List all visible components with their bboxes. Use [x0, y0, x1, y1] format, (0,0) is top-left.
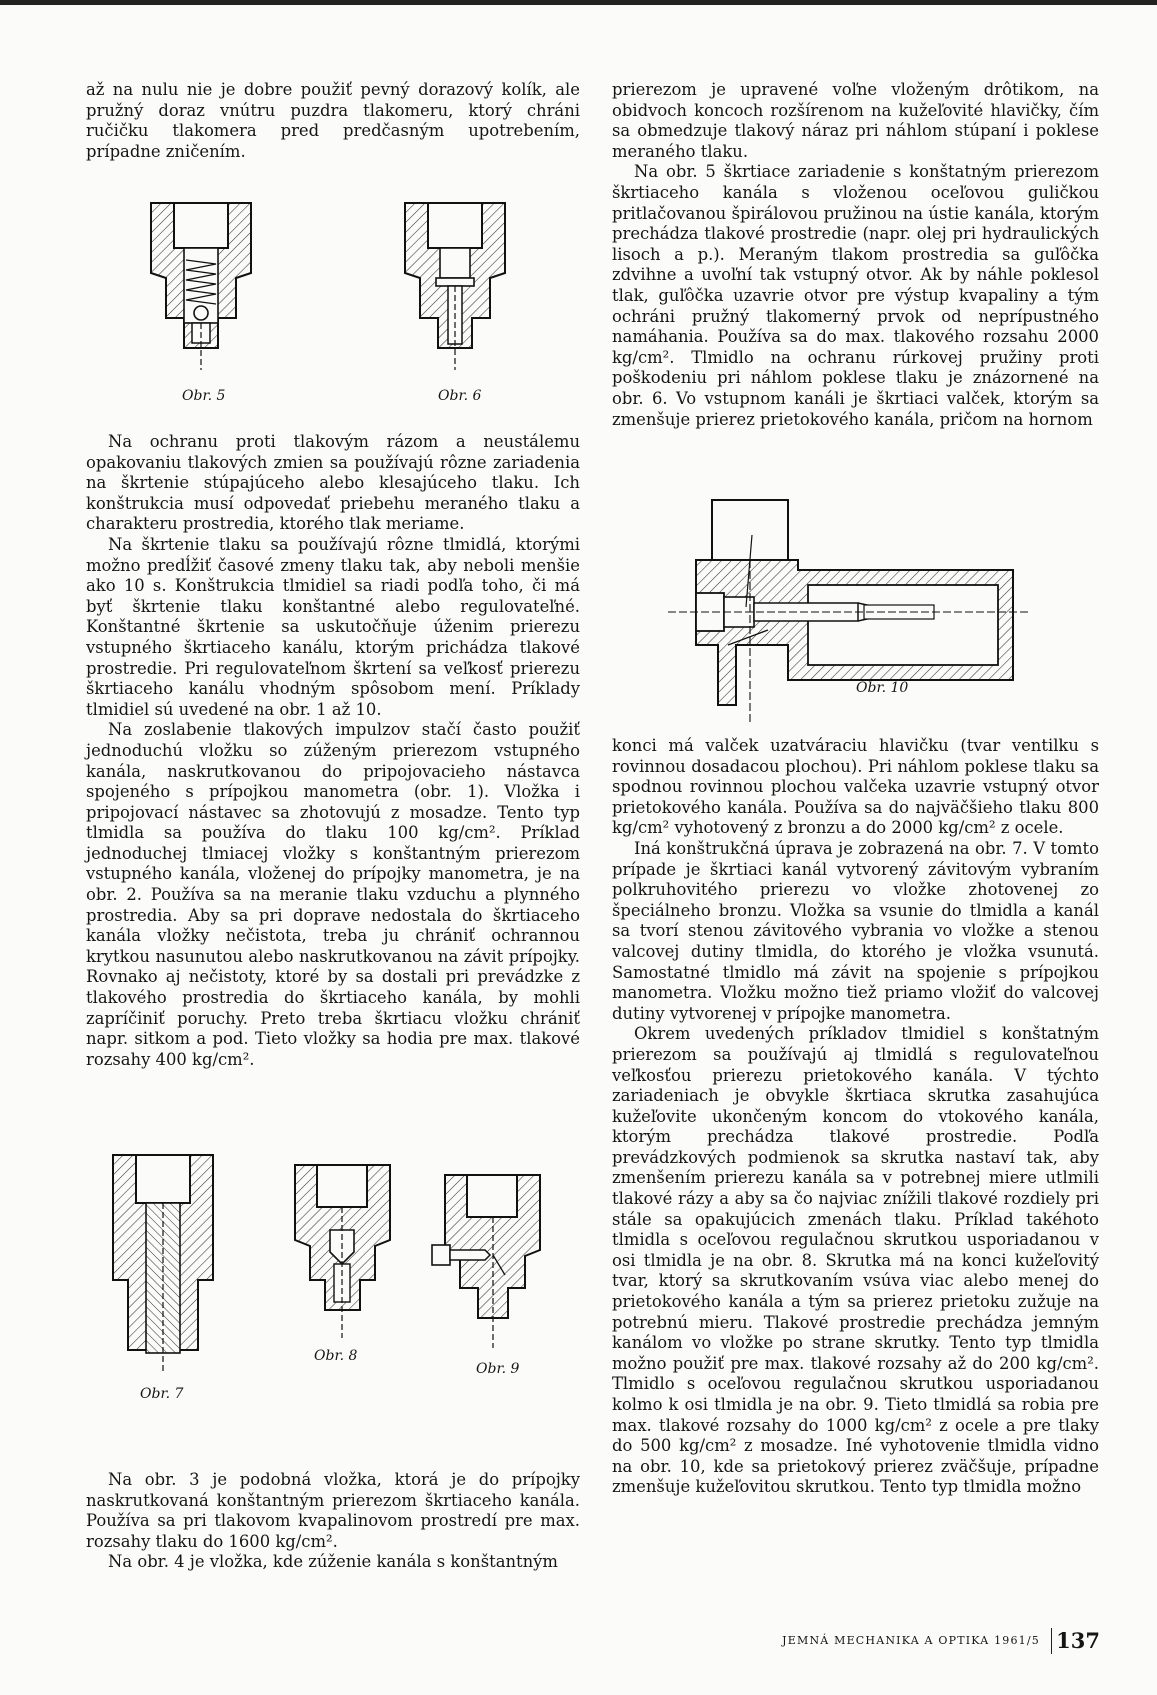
figure-7-caption: Obr. 7	[140, 1386, 184, 1402]
figure-7-drawing	[108, 1150, 218, 1375]
paragraph: Na ochranu proti tlakovým rázom a neustálemu opakovaniu tlakových zmien sa používajú rôzne zariadenia na škrtenie stúpajúceho alebo klesajúceho tlaku. Ich konštrukcia musí odpovedať priebehu meraného tlaku a charakteru prostredia, ktorého tlak meriame.	[86, 432, 580, 534]
left-column-middle	[86, 432, 580, 1070]
figure-9-drawing	[430, 1170, 545, 1350]
page-number: 137	[1056, 1628, 1100, 1653]
paragraph: Na obr. 4 je vložka, kde zúženie kanála s konštantným	[108, 1552, 558, 1572]
figure-9-caption: Obr. 9	[476, 1361, 520, 1377]
figure-10-drawing	[668, 495, 1028, 725]
paragraph: konci má valček uzatváraciu hlavičku (tvar ventilku s rovinnou dosadacou plochou). Pri náhlom poklese tlaku sa spodnou rovinnou plochou valčeka uzavrie vstupný otvor prietokového kanála. Používa sa do najväčšieho tlaku 800 kg/cm² vyhotovený z bronzu a do 2000 kg/cm² z ocele.	[612, 736, 1099, 838]
top-rule	[0, 0, 1157, 5]
figure-6-drawing	[400, 198, 510, 373]
left-column-top	[86, 80, 580, 162]
page-footer	[780, 1626, 1110, 1656]
paragraph: Na obr. 3 je podobná vložka, ktorá je do prípojky naskrutkovaná konštantným prierezom škrtiaceho kanála. Používa sa pri tlakovom kvapalinovom prostredí pre max. rozsahy tlaku do 1600 kg/cm².	[86, 1470, 580, 1551]
right-column-top	[612, 80, 1099, 430]
paragraph: Okrem uvedených príkladov tlmidiel s konštatným prierezom sa používajú aj tlmidlá s regulovateľnou veľkosťou prierezu prietokového kanála. V týchto zariadeniach je obvykle škrtiaca skrutka zasahujúca kužeľovite ukončeným koncom do vtokového kanála, ktorým prechádza tlakové prostredie. Podľa prevádzkových podmienok sa skrutka nastaví tak, aby zmenšením prierezu kanála sa v potrebnej miere utlmili tlakové rázy a aby sa čo najviac znížili tlakové rozdiely pri stále sa opakujúcich zmenách tlaku. Príklad takéhoto tlmidla s oceľovou regulačnou skrutkou usporiadanou v osi tlmidla je na obr. 8. Skrutka má na konci kužeľovitý tvar, ktorý sa skrutkovaním vsúva viac alebo menej do prietokového kanála a tým sa prierez prietoku zužuje na potrebnú mieru. Tlakové prostredie prechádza jemným kanálom vo vložke po strane skrutky. Tento typ tlmidla možno použiť pre max. tlakové rozsahy až do 200 kg/cm². Tlmidlo s oceľovou regulačnou skrutkou usporiadanou kolmo k osi tlmidla je na obr. 9. Tieto tlmidlá sa robia pre max. tlakové rozsahy do 1000 kg/cm² z ocele a pre tlaky do 500 kg/cm² z mosadze. Iné vyhotovenie tlmidla vidno na obr. 10, kde sa prietokový prierez zväčšuje, prípadne zmenšuje kužeľovitou skrutkou. Tento typ tlmidla možno	[612, 1024, 1099, 1497]
figure-5-drawing	[146, 198, 256, 373]
figure-10-caption: Obr. 10	[856, 680, 909, 696]
footer-divider	[1051, 1628, 1052, 1654]
journal-name: JEMNÁ MECHANIKA A OPTIKA 1961/5	[782, 1634, 1040, 1647]
figure-6-caption: Obr. 6	[438, 388, 482, 404]
right-column-bottom	[612, 736, 1099, 1498]
paragraph: Iná konštrukčná úprava je zobrazená na obr. 7. V tomto prípade je škrtiaci kanál vytvorený závitovým vybraním polkruhovitého prierezu vo vložke zhotovenej zo špeciálneho bronzu. Vložka sa vsunie do tlmidla a kanál sa tvorí stenou závitového vybrania vo vložke a stenou valcovej dutiny tlmidla, do ktorého je vložka vsunutá. Samostatné tlmidlo má závit na spojenie s prípojkou manometra. Vložku možno tiež priamo vložiť do valcovej dutiny vytvorenej v prípojke manometra.	[612, 838, 1099, 1023]
paragraph: Na obr. 5 škrtiace zariadenie s konštatným prierezom škrtiaceho kanála s vloženou oceľovou guličkou pritlačovanou špirálovou pružinou na ústie kanála, ktorým prechádza tlakové prostredie (napr. olej pri hydraulických lisoch a p.). Meraným tlakom prostredia sa guľôčka zdvihne a uvoľní tak vstupný otvor. Ak by náhle poklesol tlak, guľôčka uzavrie otvor pre výstup kvapaliny a tým ochráni pružný tlakomerný prvok od neprípustného namáhania. Používa sa do max. tlakového rozsahu 2000 kg/cm². Tlmidlo na ochranu rúrkovej pružiny proti poškodeniu pri náhlom poklese tlaku je znázornené na obr. 6. Vo vstupnom kanáli je škrtiaci valček, ktorým sa zmenšuje prierez prietokového kanála, pričom na hornom	[612, 162, 1099, 429]
left-column-bottom	[86, 1470, 580, 1573]
paragraph: Na škrtenie tlaku sa používajú rôzne tlmidlá, ktorými možno predĺžiť časové zmeny tlaku tak, aby neboli menšie ako 10 s. Konštrukcia tlmidiel sa riadi podľa toho, či má byť škrtenie tlaku konštantné alebo regulovateľné. Konštantné škrtenie sa uskutočňuje úženim prierezu vstupného škrtiaceho kanálu, ktorým prichádza tlakové prostredie. Pri regulovateľnom škrtení sa veľkosť prierezu škrtiaceho kanálu vhodným spôsobom mení. Príklady tlmidiel sú uvedené na obr. 1 až 10.	[86, 534, 580, 719]
paragraph: Na zoslabenie tlakových impulzov stačí často použiť jednoduchú vložku so zúženým prierezom vstupného kanála, naskrutkovanou do pripojovacieho nástavca spojeného s prípojkou manometra (obr. 1). Vložka i pripojovací nástavec sa zhotovujú z mosadze. Tento typ tlmidla sa používa do tlaku 100 kg/cm². Príklad jednoduchej tlmiacej vložky s konštantným prierezom vstupného kanála, vloženej do prípojky manometra, je na obr. 2. Používa sa na meranie tlaku vzduchu a plynného prostredia. Aby sa pri doprave nedostala do škrtiaceho kanála vložky nečistota, treba ju chrániť ochrannou krytkou nasunutou alebo naskrutkovanou na závit prípojky. Rovnako aj nečistoty, ktoré by sa dostali pri prevádzke z tlakového prostredia do škrtiaceho kanála, by mohli zapríčiniť poruchy. Preto treba škrtiacu vložku chrániť napr. sitkom a pod. Tieto vložky sa hodia pre max. tlakové rozsahy 400 kg/cm².	[86, 720, 580, 1069]
figure-5-caption: Obr. 5	[182, 388, 226, 404]
figure-8-drawing	[290, 1160, 395, 1340]
figure-8-caption: Obr. 8	[314, 1348, 358, 1364]
paragraph: až na nulu nie je dobre použiť pevný dorazový kolík, ale pružný doraz vnútru puzdra tlakomeru, ktorý chráni ručičku tlakomera pred predčasným upotrebením, prípadne zničením.	[86, 80, 580, 161]
paragraph: prierezom je upravené voľne vloženým drôtikom, na obidvoch koncoch rozšírenom na kužeľovité hlavičky, čím sa obmedzuje tlakový náraz pri náhlom stúpaní i poklese meraného tlaku.	[612, 80, 1099, 161]
